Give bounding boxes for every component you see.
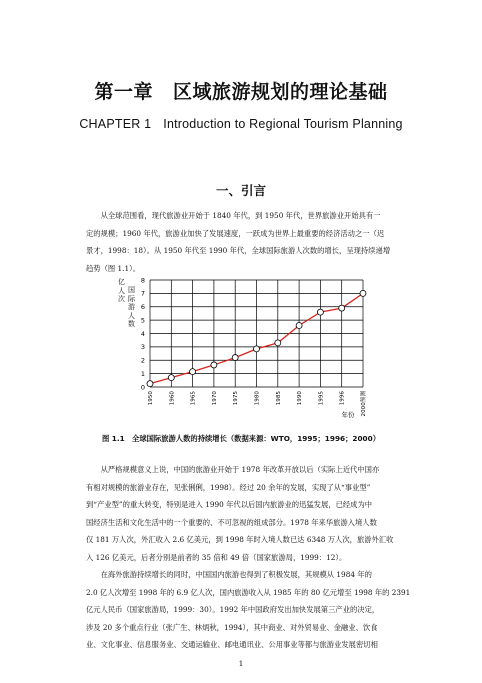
x-axis-label: 年份 xyxy=(341,411,355,419)
chapter-subtitle xyxy=(0,117,482,131)
y-label-char: 国 xyxy=(128,286,135,294)
x-tick-label: 1985 xyxy=(275,391,282,406)
section-heading: 一、引言 xyxy=(215,183,266,198)
y-tick-label: 1 xyxy=(140,369,145,378)
y-label-char: 人 xyxy=(128,311,135,320)
chapter-title-text: 区域旅游规划的理论基础 xyxy=(173,81,388,103)
data-point xyxy=(254,346,260,352)
data-point xyxy=(147,381,153,387)
y-tick-label: 2 xyxy=(140,356,145,365)
x-tick-label: 1975 xyxy=(233,391,240,406)
x-tick-label: 1965 xyxy=(190,391,197,406)
paragraph-line: 景才，1998：18）。从 1950 年代至 1990 年代，全球国际旅游人次数的增长，呈现持续递增 xyxy=(86,246,391,255)
figure-chart xyxy=(106,272,386,430)
page-number: 1 xyxy=(238,659,244,668)
data-point xyxy=(168,375,174,381)
paragraph-line: 业、文化事业、信息服务业、交通运输业、邮电通讯业、公用事业等都与旅游业发展密切相 xyxy=(86,640,378,649)
paragraph-line: 入 126 亿美元，后者分别是前者的 35 倍和 49 倍（国家旅游局，1999：12）。 xyxy=(86,552,347,562)
tourism-growth-chart xyxy=(106,272,386,430)
paragraph-line: 从全球范围看，现代旅游业开始于 1840 年代，到 1950 年代，世界旅游业开始具有一 xyxy=(100,211,381,220)
x-tick-label: 1950 xyxy=(148,391,154,406)
y-label-char: 数 xyxy=(128,320,135,329)
paragraph-line: 2.0 亿人次增至 1998 年的 6.9 亿人次，国内旅游收入从 1985 年的 80 亿元增至 1998 年的 2391 xyxy=(86,587,411,597)
x-tick-label: 1960 xyxy=(169,391,176,406)
y-label-char: 游 xyxy=(128,303,135,312)
paragraph-intro xyxy=(86,207,416,277)
data-point xyxy=(275,340,281,346)
y-tick-label: 7 xyxy=(140,289,145,298)
data-point xyxy=(317,309,323,315)
data-point xyxy=(360,290,366,296)
chapter-subtitle-text: Introduction to Regional Tourism Planning xyxy=(163,117,403,131)
figure-caption: 图 1.1 全球国际旅游人数的持续增长（数据来源：WTO，1995；1996；2000） xyxy=(101,434,381,443)
data-point xyxy=(211,362,217,368)
paragraph-line: 亿元人民币（国家旅游局，1999：30）。1992 年中国政府发出加快发展第三产业的决定， xyxy=(86,605,380,614)
y-tick-label: 4 xyxy=(140,329,145,338)
y-tick-label: 8 xyxy=(140,276,145,285)
y-label-char: 际 xyxy=(128,294,135,303)
x-tick-label: 2000预测 xyxy=(361,391,367,417)
paragraph-line: 趋势（图 1.1）。 xyxy=(86,263,141,273)
y-tick-label: 5 xyxy=(140,316,145,325)
x-tick-label: 1995 xyxy=(318,391,325,406)
data-point xyxy=(190,369,196,375)
paragraph-domestic-tourism xyxy=(86,566,416,654)
y-label-char: 亿 xyxy=(118,278,125,286)
x-tick-label: 1980 xyxy=(254,391,261,406)
paragraph-line: 有相对规模的旅游业存在，见张俐俐，1998）。经过 20 余年的发展，实现了从“事业型” xyxy=(86,482,371,492)
paragraph-line: 国经济生活和文化生活中的一个重要的、不可忽视的组成部分。1978 年来华旅游入境人数 xyxy=(86,517,377,527)
paragraph-line: 涉及 20 多个重点行业（张广生、林炳秋，1994），其中商业、对外贸易业、金融业、饮食 xyxy=(86,622,378,632)
paragraph-line: 从严格规模意义上说，中国的旅游业开始于 1978 年改革开放以后（实际上近代中国亦 xyxy=(100,465,380,474)
x-tick-label: 1970 xyxy=(211,391,218,406)
x-tick-label: 1996 xyxy=(339,391,346,406)
chapter-title xyxy=(0,77,482,104)
data-point xyxy=(296,322,302,328)
x-tick-label: 1990 xyxy=(297,391,304,406)
y-label-char: 次 xyxy=(118,295,125,304)
chapter-label: 第一章 xyxy=(94,81,153,103)
data-point xyxy=(232,355,238,361)
paragraph-line: 在海外旅游持续增长的同时，中国国内旅游也得到了积极发展，其规模从 1984 年的 xyxy=(100,570,372,579)
y-tick-label: 0 xyxy=(140,383,145,392)
chapter-number-en: CHAPTER 1 xyxy=(79,117,152,131)
paragraph-line: 到“产业型”的重大转变，特别是进入 1990 年代以后国内旅游业的迅猛发展，已经成为中 xyxy=(86,500,373,509)
y-label-char: 人 xyxy=(118,286,125,295)
paragraph-line: 仅 181 万人次，外汇收入 2.6 亿美元，到 1998 年时入境人数已达 6348 万人次，旅游外汇收 xyxy=(86,535,394,544)
paragraph-line: 定的规模；1960 年代，旅游业加快了发展速度，一跃成为世界上最重要的经济活动之一（迟 xyxy=(86,228,385,238)
data-point xyxy=(339,305,345,311)
y-tick-label: 6 xyxy=(140,303,145,312)
y-tick-label: 3 xyxy=(140,343,145,352)
paragraph-china-tourism xyxy=(86,461,416,566)
